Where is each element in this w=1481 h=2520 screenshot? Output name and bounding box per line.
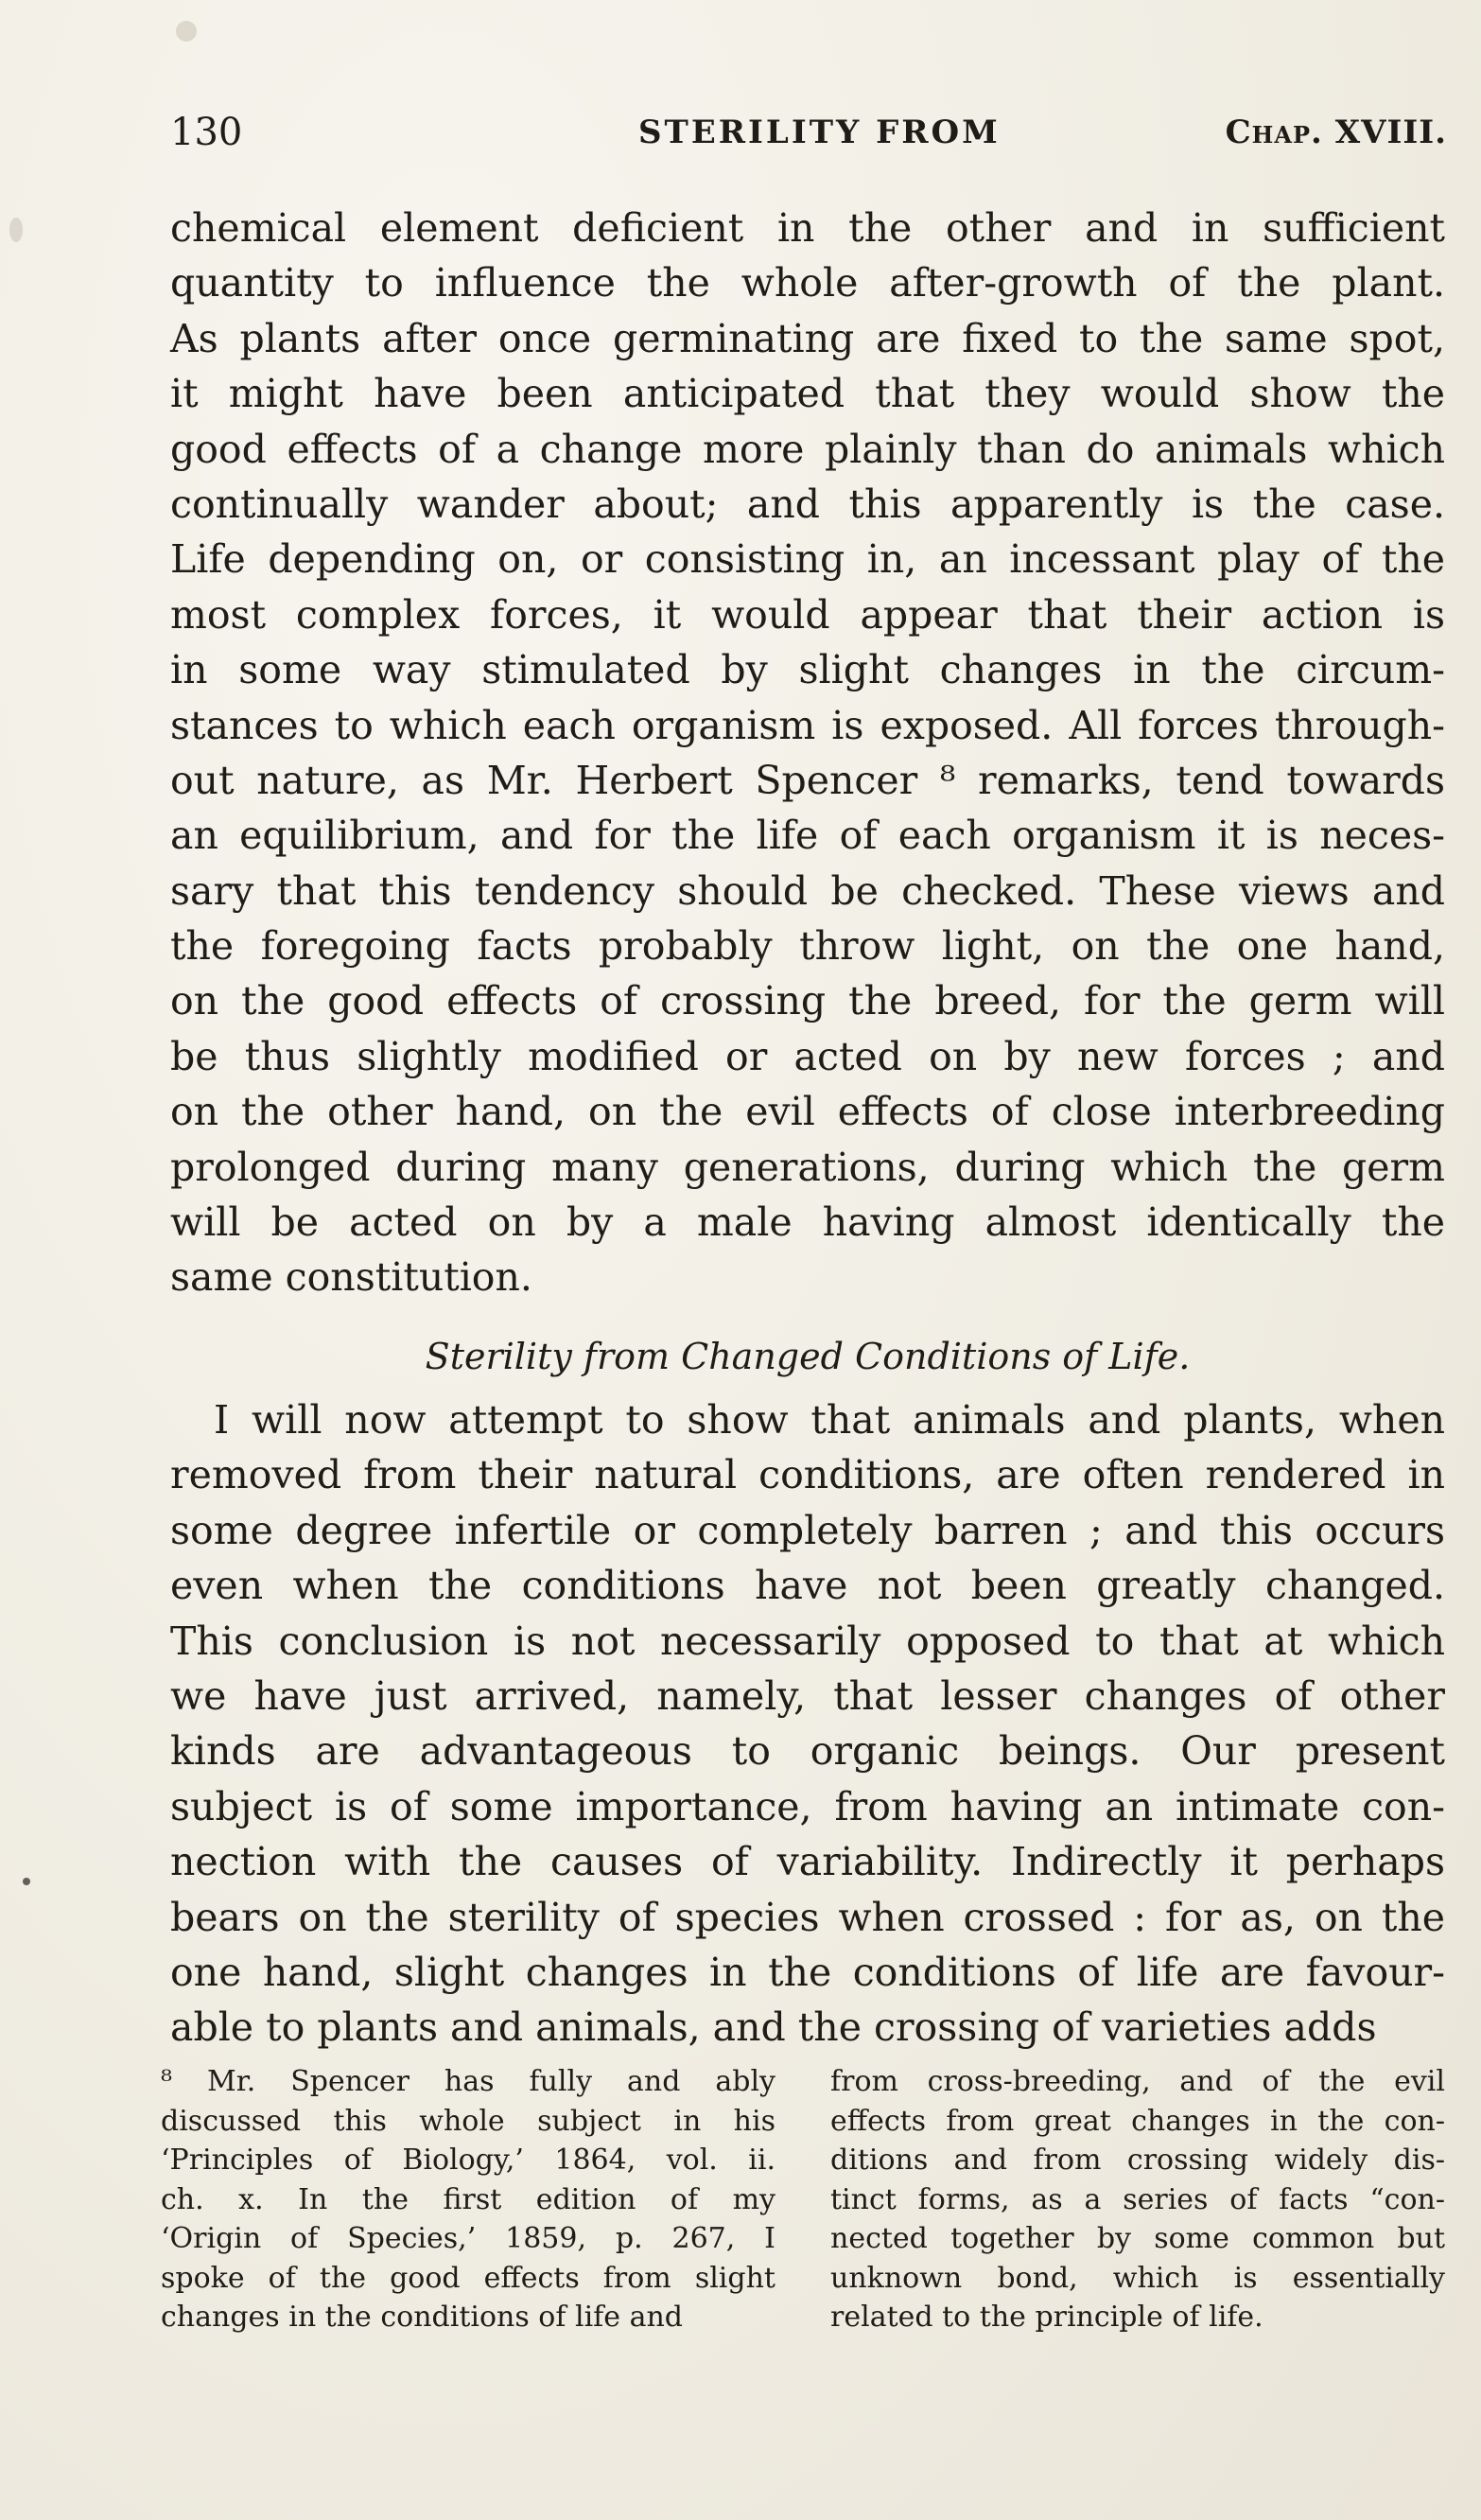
text-line: good effects of a change more plainly than do animals which <box>170 426 1445 472</box>
text-line: out nature, as Mr. Herbert Spencer ⁸ remarks, tend towards <box>170 757 1445 803</box>
footnote-column-right <box>830 2062 1445 2337</box>
page-header <box>170 106 1447 159</box>
paper-spot <box>9 218 23 242</box>
text-line: able to plants and animals, and the crossing of varieties adds <box>170 2004 1377 2051</box>
text-line: will be acted on by a male having almost identically the <box>170 1199 1445 1246</box>
text-line: I will now attempt to show that animals and plants, when <box>214 1397 1445 1443</box>
running-title: STERILITY FROM <box>638 114 1001 151</box>
footnote-line: unknown bond, which is essentially <box>830 2261 1445 2295</box>
footnote-line: ch. x. In the first edition of my <box>161 2182 775 2216</box>
text-line: This conclusion is not necessarily opposed to that at which <box>170 1618 1445 1664</box>
text-line: the foregoing facts probably throw light, on the one hand, <box>170 923 1445 970</box>
footnote-line: nected together by some common but <box>830 2222 1445 2255</box>
footnote-line: ‘Principles of Biology,’ 1864, vol. ii. <box>161 2144 775 2177</box>
text-line: most complex forces, it would appear that their action is <box>170 591 1445 638</box>
footnote-line: from cross-breeding, and of the evil <box>830 2065 1445 2098</box>
text-line: continually wander about; and this apparently is the case. <box>170 481 1445 527</box>
text-line: nection with the causes of variability. Indirectly it perhaps <box>170 1839 1445 1885</box>
text-line: chemical element deficient in the other and in sufficient <box>170 205 1445 251</box>
footnote-line: changes in the conditions of life and <box>161 2301 683 2334</box>
text-line: it might have been anticipated that they would show the <box>170 371 1445 417</box>
footnote-line: ‘Origin of Species,’ 1859, p. 267, I <box>161 2222 775 2255</box>
text-line: stances to which each organism is exposed. All forces through- <box>170 702 1445 748</box>
text-line: Life depending on, or consisting in, an incessant play of the <box>170 536 1445 583</box>
chapter-label: Chap. XVIII. <box>1225 114 1447 151</box>
footnote-column-left <box>161 2062 775 2337</box>
text-line: As plants after once germinating are fixed to the same spot, <box>170 315 1445 361</box>
footnote-line: tinct forms, as a series of facts “con- <box>830 2182 1445 2216</box>
footnotes <box>161 2062 1445 2365</box>
page-number: 130 <box>170 111 243 154</box>
text-line: some degree infertile or completely barren ; and this occurs <box>170 1507 1445 1553</box>
text-line: quantity to influence the whole after-growth of the plant. <box>170 260 1445 306</box>
section-heading: Sterility from Changed Conditions of Life. <box>425 1336 1191 1377</box>
paragraph-2 <box>170 1392 1445 2056</box>
text-line: we have just arrived, namely, that lesser changes of other <box>170 1672 1445 1719</box>
paper-spot <box>176 21 197 42</box>
text-line: on the other hand, on the evil effects of close interbreeding <box>170 1089 1445 1135</box>
footnote-line: discussed this whole subject in his <box>161 2104 775 2138</box>
text-line: one hand, slight changes in the conditions of life are favour- <box>170 1949 1445 1995</box>
text-line: removed from their natural conditions, are often rendered in <box>170 1452 1445 1498</box>
paragraph-1 <box>170 201 1445 1305</box>
text-line: an equilibrium, and for the life of each organism it is neces- <box>170 813 1445 859</box>
text-line: prolonged during many generations, during which the germ <box>170 1144 1445 1190</box>
text-line: subject is of some importance, from having an intimate con- <box>170 1783 1445 1829</box>
footnote-line: effects from great changes in the con- <box>830 2104 1445 2138</box>
ink-dot <box>23 1878 30 1885</box>
text-line: kinds are advantageous to organic beings. Our present <box>170 1728 1445 1775</box>
footnote-line: related to the principle of life. <box>830 2301 1263 2334</box>
text-line: even when the conditions have not been greatly changed. <box>170 1563 1445 1609</box>
text-line: be thus slightly modified or acted on by new forces ; and <box>170 1033 1445 1079</box>
text-line: on the good effects of crossing the breed, for the germ will <box>170 978 1445 1024</box>
footnote-line: ⁸ Mr. Spencer has fully and ably <box>161 2065 775 2098</box>
text-line: sary that this tendency should be checked. These views and <box>170 867 1445 914</box>
text-line: bears on the sterility of species when crossed : for as, on the <box>170 1894 1445 1940</box>
footnote-line: ditions and from crossing widely dis- <box>830 2144 1445 2177</box>
footnote-line: spoke of the good effects from slight <box>161 2261 775 2295</box>
text-line: same constitution. <box>170 1254 532 1301</box>
text-line: in some way stimulated by slight changes in the circum- <box>170 647 1445 693</box>
